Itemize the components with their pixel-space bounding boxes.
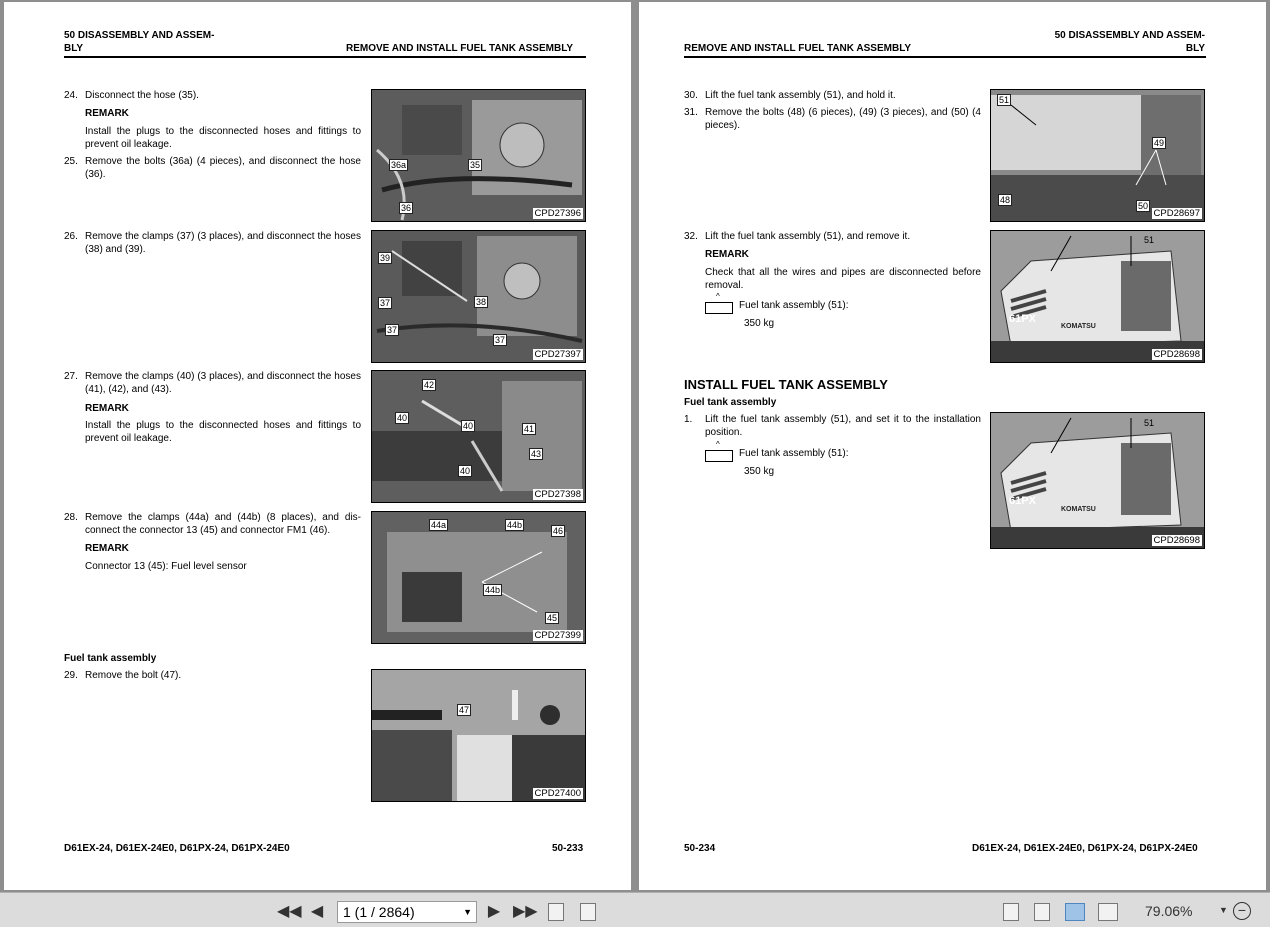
weight-note	[705, 448, 955, 478]
figure-caption: CPD28697	[1153, 208, 1200, 219]
next-page-icon[interactable]: ▶	[487, 903, 501, 920]
figure-illustration	[372, 371, 586, 503]
page-50-233: 50 DISASSEMBLY AND ASSEM- BLY REMOVE AND INSTALL FUEL TANK ASSEMBLY 24. Disconnect the hose (35). REMARK Install the plugs to the disconnected hoses and fittings to prevent oil leakage. 25. Remove the bolts (36a) (4 pieces), and disconnect the hose (36). 36a 35 36 CPD27396 26. Remove the clamps (37) (3 places), and disconnect the hoses (38) and (39). 39 37 38 37 37 CPD27397 27. Remove the clamps (40) (3 places), and disconnect the hoses (41), (42), and (43). REMARK Install the plugs to the disconnected hoses and fittings to prevent oil leakage. 42 40 40 41 43 40 CPD27398 28. Remove the clamps (44a) and (44b) (8 places), and dis-connect the connector 13 (45) and connector FM1 (46). REMARK Connector 13 (45): Fuel level sensor 44a 44b 46 44b 45 CPD27399 Fuel tank assembly 29. Remove the bolt (47). 47 CPD27400 D61EX-24, D61EX-24E0, D61PX-24, D61PX-24E0 50-233	[4, 2, 631, 890]
callout-37: 37	[495, 335, 506, 345]
footer-page-number: 50-233	[552, 843, 584, 854]
fit-width-icon[interactable]	[580, 903, 596, 921]
figure-caption: CPD27397	[534, 349, 581, 360]
subhead-fuel-tank: Fuel tank assembly	[684, 397, 777, 408]
header-rule	[684, 56, 1206, 58]
footer-models: D61EX-24, D61EX-24E0, D61PX-24, D61PX-24E0	[64, 843, 290, 854]
weight-label: Fuel tank assembly (51):	[739, 448, 849, 459]
weight-label: Fuel tank assembly (51):	[739, 300, 849, 311]
weight-note	[705, 300, 955, 330]
callout-41: 41	[524, 424, 535, 434]
section-title: INSTALL FUEL TANK ASSEMBLY	[684, 377, 888, 392]
last-page-icon[interactable]: ▶▶	[513, 903, 538, 920]
viewer-toolbar	[0, 892, 1270, 927]
remark-label: REMARK	[85, 403, 129, 414]
weight-icon	[705, 302, 733, 314]
weight-value: 350 kg	[744, 466, 775, 477]
machine-model: 61PX	[1009, 495, 1036, 507]
page-50-234: REMOVE AND INSTALL FUEL TANK ASSEMBLY 50 DISASSEMBLY AND ASSEM- BLY 30. Lift the fuel tank assembly (51), and hold it. 31. Remove the bolts (48) (6 pieces), (49) (3 pieces), and (50) (4 pieces). 51 49 48 50 CPD28697 32. Lift the fuel tank assembly (51), and remove it. REMARK Check that all the wires and pipes are disconnected before removal. ^ Fuel tank assembly (51): 350 kg 61PX KOMATSU 51 CPD28698 INSTALL FUEL TANK ASSEMBLY Fuel tank assembly 1. Lift the fuel tank assembly (51), and set it to the installation position. ^ Fuel tank assembly (51): 350 kg 61PX KOMATSU 51 CPD28698 50-234 D61EX-24, D61EX-24E0, D61PX-24, D61PX-24E0	[639, 2, 1266, 890]
figure-illustration	[372, 670, 586, 802]
machine-brand: KOMATSU	[1061, 323, 1096, 330]
remark-text: Install the plugs to the disconnected hoses and fittings to prevent oil leakage.	[85, 420, 361, 444]
header-title: REMOVE AND INSTALL FUEL TANK ASSEMBLY	[684, 43, 912, 54]
header-rule	[64, 56, 586, 58]
figure-caption: CPD27400	[534, 788, 581, 799]
figure-cpd27396	[371, 89, 586, 222]
callout-46: 46	[553, 526, 564, 536]
figure-caption: CPD27399	[534, 630, 581, 641]
zoom-dropdown-icon[interactable]: ▼	[1219, 905, 1228, 915]
callout-51: 51	[1144, 235, 1155, 245]
callout-40: 40	[397, 413, 408, 423]
remark-text: Check that all the wires and pipes are disconnected before removal.	[705, 267, 981, 291]
callout-37: 37	[387, 325, 398, 335]
callout-40: 40	[463, 421, 474, 431]
callout-36: 36	[401, 203, 412, 213]
figure-illustration	[991, 231, 1205, 363]
callout-35: 35	[470, 160, 481, 170]
first-page-icon[interactable]: ◀◀	[277, 903, 302, 920]
callout-51: 51	[999, 95, 1010, 105]
callout-37: 37	[380, 298, 391, 308]
callout-38: 38	[476, 297, 487, 307]
callout-36a: 36a	[391, 160, 407, 170]
callout-49: 49	[1154, 138, 1165, 148]
header-title: REMOVE AND INSTALL FUEL TANK ASSEMBLY	[346, 43, 574, 54]
weight-value: 350 kg	[744, 318, 775, 329]
page-indicator: 1 (1 / 2864)	[343, 904, 415, 920]
machine-brand: KOMATSU	[1061, 506, 1096, 513]
page-number-input[interactable]	[337, 901, 477, 923]
fit-page-icon[interactable]	[548, 903, 564, 921]
figure-caption: CPD27396	[534, 208, 581, 219]
figure-cpd28698	[990, 230, 1205, 363]
callout-44b: 44b	[485, 585, 501, 595]
two-page-continuous-icon[interactable]	[1098, 903, 1118, 921]
figure-cpd27399	[371, 511, 586, 644]
figure-cpd28697	[990, 89, 1205, 222]
callout-44b: 44b	[507, 520, 523, 530]
figure-illustration	[991, 413, 1205, 549]
zoom-out-icon[interactable]: −	[1233, 902, 1251, 920]
callout-44a: 44a	[431, 520, 447, 530]
single-page-icon[interactable]	[1003, 903, 1019, 921]
figure-cpd27398	[371, 370, 586, 503]
weight-icon	[705, 450, 733, 462]
callout-40: 40	[460, 466, 471, 476]
zoom-level[interactable]: 79.06%	[1145, 903, 1193, 919]
figure-cpd27400	[371, 669, 586, 802]
subhead-fuel-tank: Fuel tank assembly	[64, 653, 157, 664]
figure-caption: CPD28698	[1153, 535, 1200, 546]
figure-cpd28698-install	[990, 412, 1205, 549]
callout-51: 51	[1144, 418, 1155, 428]
callout-45: 45	[547, 613, 558, 623]
footer-page-number: 50-234	[684, 843, 716, 854]
chevron-down-icon[interactable]: ▼	[463, 907, 472, 917]
continuous-icon[interactable]	[1034, 903, 1050, 921]
remark-label: REMARK	[85, 108, 129, 119]
two-page-icon[interactable]	[1065, 903, 1085, 921]
prev-page-icon[interactable]: ◀	[310, 903, 324, 920]
header-chapter: 50 DISASSEMBLY AND ASSEM- BLY	[1054, 30, 1205, 54]
callout-47: 47	[459, 705, 470, 715]
figure-caption: CPD27398	[534, 489, 581, 500]
callout-50: 50	[1138, 201, 1149, 211]
remark-text: Install the plugs to the disconnected hoses and fittings to prevent oil leakage.	[85, 126, 361, 150]
callout-39: 39	[380, 253, 391, 263]
footer-models: D61EX-24, D61EX-24E0, D61PX-24, D61PX-24E0	[972, 843, 1198, 854]
machine-model: 61PX	[1009, 313, 1036, 325]
figure-cpd27397	[371, 230, 586, 363]
remark-label: REMARK	[705, 249, 749, 260]
header-chapter: 50 DISASSEMBLY AND ASSEM- BLY	[64, 30, 215, 54]
callout-48: 48	[1000, 195, 1011, 205]
callout-43: 43	[531, 449, 542, 459]
figure-caption: CPD28698	[1153, 349, 1200, 360]
remark-text: Connector 13 (45): Fuel level sensor	[85, 561, 247, 572]
figure-illustration	[991, 90, 1205, 222]
callout-42: 42	[424, 380, 435, 390]
remark-label: REMARK	[85, 543, 129, 554]
